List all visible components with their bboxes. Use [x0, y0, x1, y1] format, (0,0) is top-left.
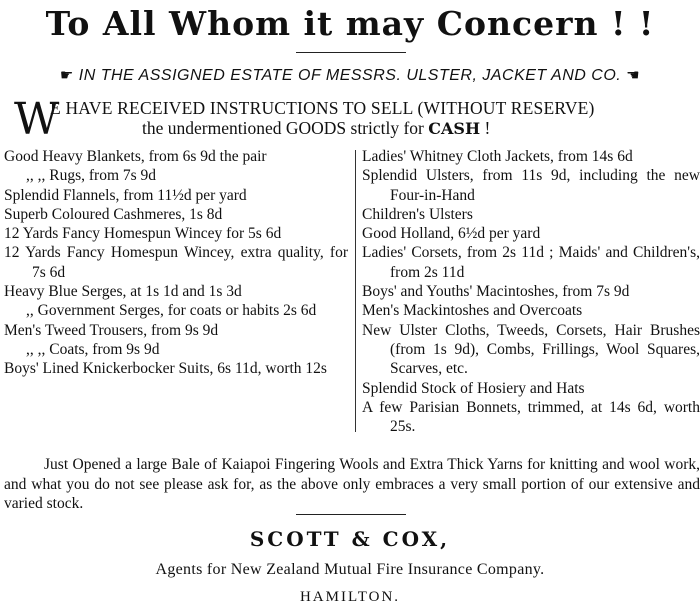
intro-line-1: E HAVE RECEIVED INSTRUCTIONS TO SELL (WITHOUT RESERVE) — [50, 98, 595, 118]
subheading-text: IN THE ASSIGNED ESTATE OF MESSRS. ULSTER, JACKET AND CO. — [78, 67, 622, 84]
drop-cap: W — [14, 94, 60, 145]
title-rule — [296, 52, 406, 53]
list-item: Good Holland, 6½d per yard — [362, 225, 541, 243]
list-item: Ladies' Whitney Cloth Jackets, from 14s 6d — [362, 148, 633, 165]
list-item: Boys' and Youths' Macintoshes, from 7s 9d — [362, 283, 630, 301]
list-item: ,, Government Serges, for coats or habits 2s 6d — [26, 302, 317, 320]
list-item: 12 Yards Fancy Homespun Wincey, extra quality, for 7s 6d — [4, 244, 348, 281]
column-divider — [355, 150, 356, 432]
list-item: Heavy Blue Serges, at 1s 1d and 1s 3d — [4, 283, 242, 301]
list-item: Ladies' Corsets, from 2s 11d ; Maids' and Children's, from 2s 11d — [362, 244, 700, 281]
town-name: HAMILTON. — [299, 589, 401, 605]
list-item: Superb Coloured Cashmeres, 1s 8d — [4, 205, 223, 223]
subheading — [0, 66, 700, 85]
closing-paragraph — [4, 455, 700, 514]
list-item: New Ulster Cloths, Tweeds, Corsets, Hair Brushes (from 1s 9d), Combs, Frillings, Wool Squares, Scarves, etc. — [362, 321, 700, 378]
firm-name: SCOTT & COX, — [249, 527, 451, 551]
list-item: A few Parisian Bonnets, trimmed, at 14s 6d, worth 25s. — [362, 398, 700, 436]
cash-word: CASH — [428, 119, 481, 138]
list-item: ,, ,, Coats, from 9s 9d — [26, 340, 160, 358]
list-item: 12 Yards Fancy Homespun Wincey for 5s 6d — [4, 225, 282, 243]
list-item: Children's Ulsters — [362, 205, 473, 223]
list-item: Good Heavy Blankets, from 6s 9d the pair — [4, 148, 267, 165]
list-item: Splendid Flannels, from 11½d per yard — [4, 186, 247, 204]
pointing-hand-icon: ☚ — [626, 67, 641, 84]
intro-line-2-end: ! — [480, 118, 491, 138]
list-item: ,, ,, Rugs, from 7s 9d — [26, 167, 157, 185]
goods-list-right — [362, 147, 700, 436]
list-item: Men's Tweed Trousers, from 9s 9d — [4, 321, 219, 339]
list-item: Boys' Lined Knickerbocker Suits, 6s 11d, worth 12s — [4, 360, 327, 378]
agents-line: Agents for New Zealand Mutual Fire Insurance Company. — [155, 561, 545, 578]
footer-rule — [296, 514, 406, 515]
list-item: Splendid Ulsters, from 11s 9d, including the new Four-in-Hand — [362, 167, 700, 204]
intro-line-2 — [142, 118, 490, 139]
list-item: Men's Mackintoshes and Overcoats — [362, 302, 583, 320]
intro-line-2-text: the undermentioned GOODS strictly for — [142, 118, 424, 138]
pointing-hand-icon: ☛ — [59, 67, 74, 84]
headline: To All Whom it may Concern ! ! — [45, 4, 655, 43]
goods-list-left — [4, 147, 348, 379]
closing-text: Just Opened a large Bale of Kaiapoi Fingering Wools and Extra Thick Yarns for knitting and wool work, and what you do not see please ask for, as the above only embraces a very small portion of our extensive and varied stock. — [4, 456, 700, 512]
list-item: Splendid Stock of Hosiery and Hats — [362, 379, 585, 397]
